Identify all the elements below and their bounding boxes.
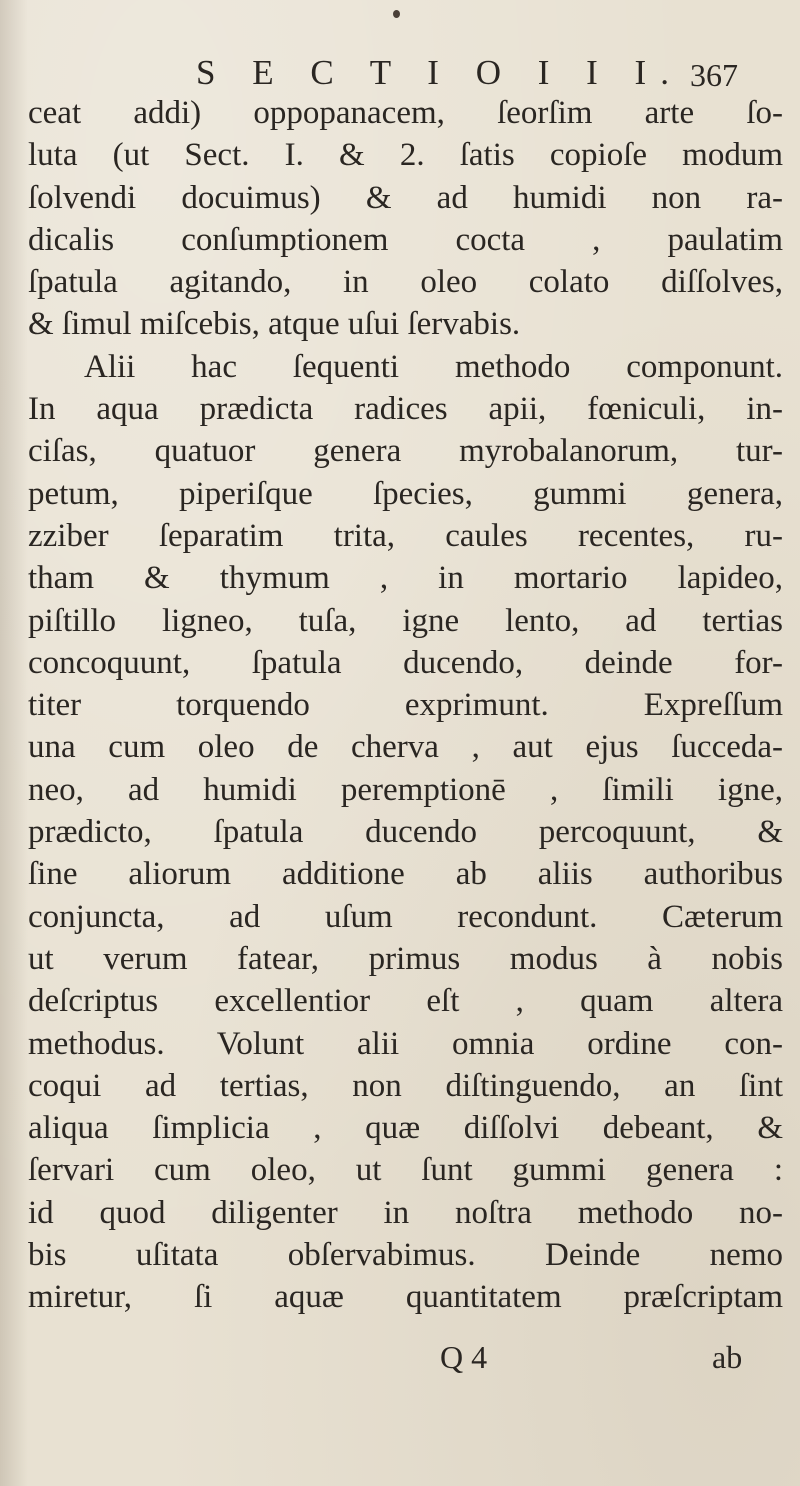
text-line: ciſas, quatuor genera myrobalanorum, tur- [28, 433, 783, 470]
text-line: ut verum fatear, primus modus à nobis [28, 940, 783, 977]
page-number: 367 [690, 57, 738, 93]
text-line: ſine aliorum additione ab aliis authoribus [28, 856, 783, 893]
catchword: ab [712, 1339, 743, 1375]
text-line: neo, ad humidi peremptionē , ſimili igne, [28, 771, 783, 808]
text-line: piſtillo ligneo, tuſa, igne lento, ad tertias [28, 602, 783, 639]
page-footer [0, 1332, 800, 1382]
text-line: miretur, ſi aquæ quantitatem præſcriptam [28, 1279, 783, 1316]
text-line: petum, piperiſque ſpecies, gummi genera, [28, 475, 783, 512]
text-line: concoquunt, ſpatula ducendo, deinde for- [28, 644, 783, 681]
text-line: zziber ſeparatim trita, caules recentes, ru- [28, 517, 783, 554]
text-line: titer torquendo exprimunt. Expreſſum [28, 687, 783, 724]
text-line: ſpatula agitando, in oleo colato diſſolves, [28, 264, 783, 301]
text-line: conjuncta, ad uſum recondunt. Cæterum [28, 898, 783, 935]
ornament-dot [393, 10, 400, 18]
text-line: id quod diligenter in noſtra methodo no- [28, 1194, 783, 1231]
running-head [170, 48, 738, 98]
text-line: ſervari cum oleo, ut ſunt gummi genera : [28, 1152, 783, 1189]
section-title: S E C T I O I I I. [196, 53, 683, 92]
text-line: ceat addi) oppopanacem, ſeorſim arte ſo- [28, 95, 783, 131]
text-line: deſcriptus excellentior eſt , quam altera [28, 983, 783, 1020]
text-line: In aqua prædicta radices apii, fœniculi, in- [28, 391, 783, 428]
signature-mark: Q 4 [440, 1339, 488, 1375]
text-line: coqui ad tertias, non diſtinguendo, an ſint [28, 1067, 783, 1104]
text-line: tham & thymum , in mortario lapideo, [28, 560, 783, 597]
text-line: luta (ut Sect. I. & 2. ſatis copioſe modum [28, 137, 783, 174]
body-text [28, 92, 783, 1319]
text-line: una cum oleo de cherva , aut ejus ſucceda- [28, 729, 783, 766]
text-line: ſolvendi docuimus) & ad humidi non ra- [28, 179, 783, 216]
text-line: prædicto, ſpatula ducendo percoquunt, & [28, 814, 783, 851]
text-line: Alii hac ſequenti methodo componunt. [84, 348, 783, 385]
gutter-shadow [0, 0, 28, 1486]
text-line: & ſimul miſcebis, atque uſui ſervabis. [28, 306, 521, 343]
text-line: methodus. Volunt alii omnia ordine con- [28, 1025, 783, 1062]
text-line: aliqua ſimplicia , quæ diſſolvi debeant, & [28, 1110, 783, 1147]
text-line: dicalis conſumptionem cocta , paulatim [28, 221, 783, 258]
text-line: bis uſitata obſervabimus. Deinde nemo [28, 1237, 783, 1274]
